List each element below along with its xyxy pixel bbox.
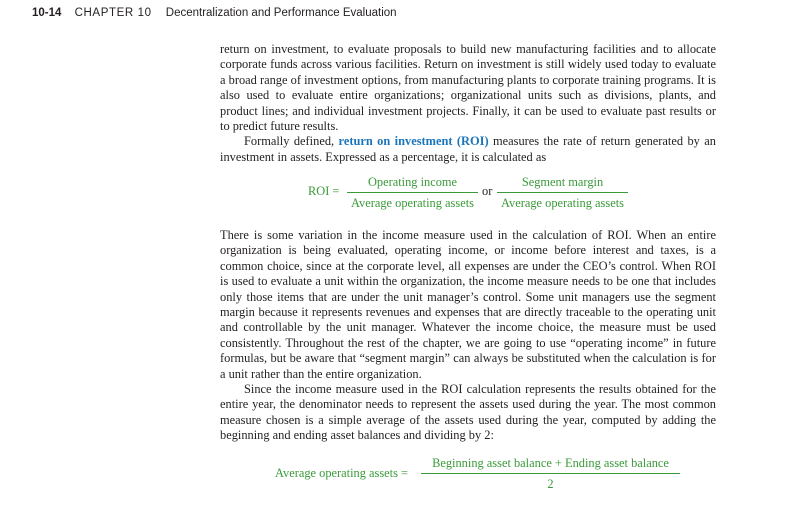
average-assets-fraction [421, 456, 680, 492]
paragraph-roi-uses: return on investment, to evaluate proposals to build new manufacturing facilities and to allocate corporate funds across various facilities. Return on investment is still widely used today to evaluate a broad range of investment options, from manufacturing plants to corporate training programs. It is also used to evaluate entire organizations; organizational units such as divisions, plants, and product lines; and individual investment projects. Finally, it can be used to evaluate past results or to predict future results. [220, 42, 716, 134]
roi-fraction-segment-margin [497, 175, 628, 211]
average-assets-denominator: 2 [547, 477, 554, 491]
definition-lead-in: Formally defined, [244, 134, 339, 149]
paragraph-average-assets: Since the income measure used in the ROI calculation represents the results obtained for the entire year, the denominator needs to represent the assets used during the year. The most common measure chosen is a simple average of the assets used during the year, computed by adding the beginning and ending asset balances and dividing by 2: [220, 382, 716, 443]
roi-numerator-operating-income: Operating income [347, 175, 478, 193]
chapter-title: Decentralization and Performance Evaluation [165, 7, 397, 19]
text-block-intro [220, 42, 716, 165]
average-assets-numerator: Beginning asset balance + Ending asset balance [421, 456, 680, 474]
roi-formula-or: or [482, 184, 493, 198]
text-block-income-measure [220, 228, 716, 444]
paragraph-roi-definition [220, 134, 716, 165]
roi-numerator-segment-margin: Segment margin [497, 175, 628, 193]
definition-text: measures the rate of return generated by an investment in assets. Expressed as a percentage, it is calculated as [220, 134, 716, 164]
page-number: 10-14 [32, 7, 62, 19]
roi-denominator-assets-2: Average operating assets [501, 196, 624, 210]
chapter-label: CHAPTER 10 [74, 7, 152, 19]
key-term-roi: return on investment (ROI) [338, 134, 489, 149]
roi-denominator-assets-1: Average operating assets [351, 196, 474, 210]
roi-fraction-operating-income [347, 175, 478, 211]
running-header [32, 7, 397, 23]
paragraph-income-variation: There is some variation in the income measure used in the calculation of ROI. When an entire organization is being evaluated, operating income, or income before interest and taxes, is a common choice, since at the corporate level, all expenses are under the CEO’s control. When ROI is used to evaluate a unit within the organization, the income measure needs to be one that includes only those items that are under the unit manager’s control. Some unit managers use the segment margin because it represents revenues and expenses that are directly traceable to the operating unit and controllable by the unit manager. Whatever the income choice, the measure must be used consistently. Throughout the rest of the chapter, we are going to use “operating income” in future formulas, but be aware that “segment margin” can always be substituted when the calculation is for a unit rather than the entire organization. [220, 228, 716, 381]
average-assets-lhs: Average operating assets = [275, 466, 409, 480]
roi-formula-lhs: ROI = [308, 184, 340, 198]
